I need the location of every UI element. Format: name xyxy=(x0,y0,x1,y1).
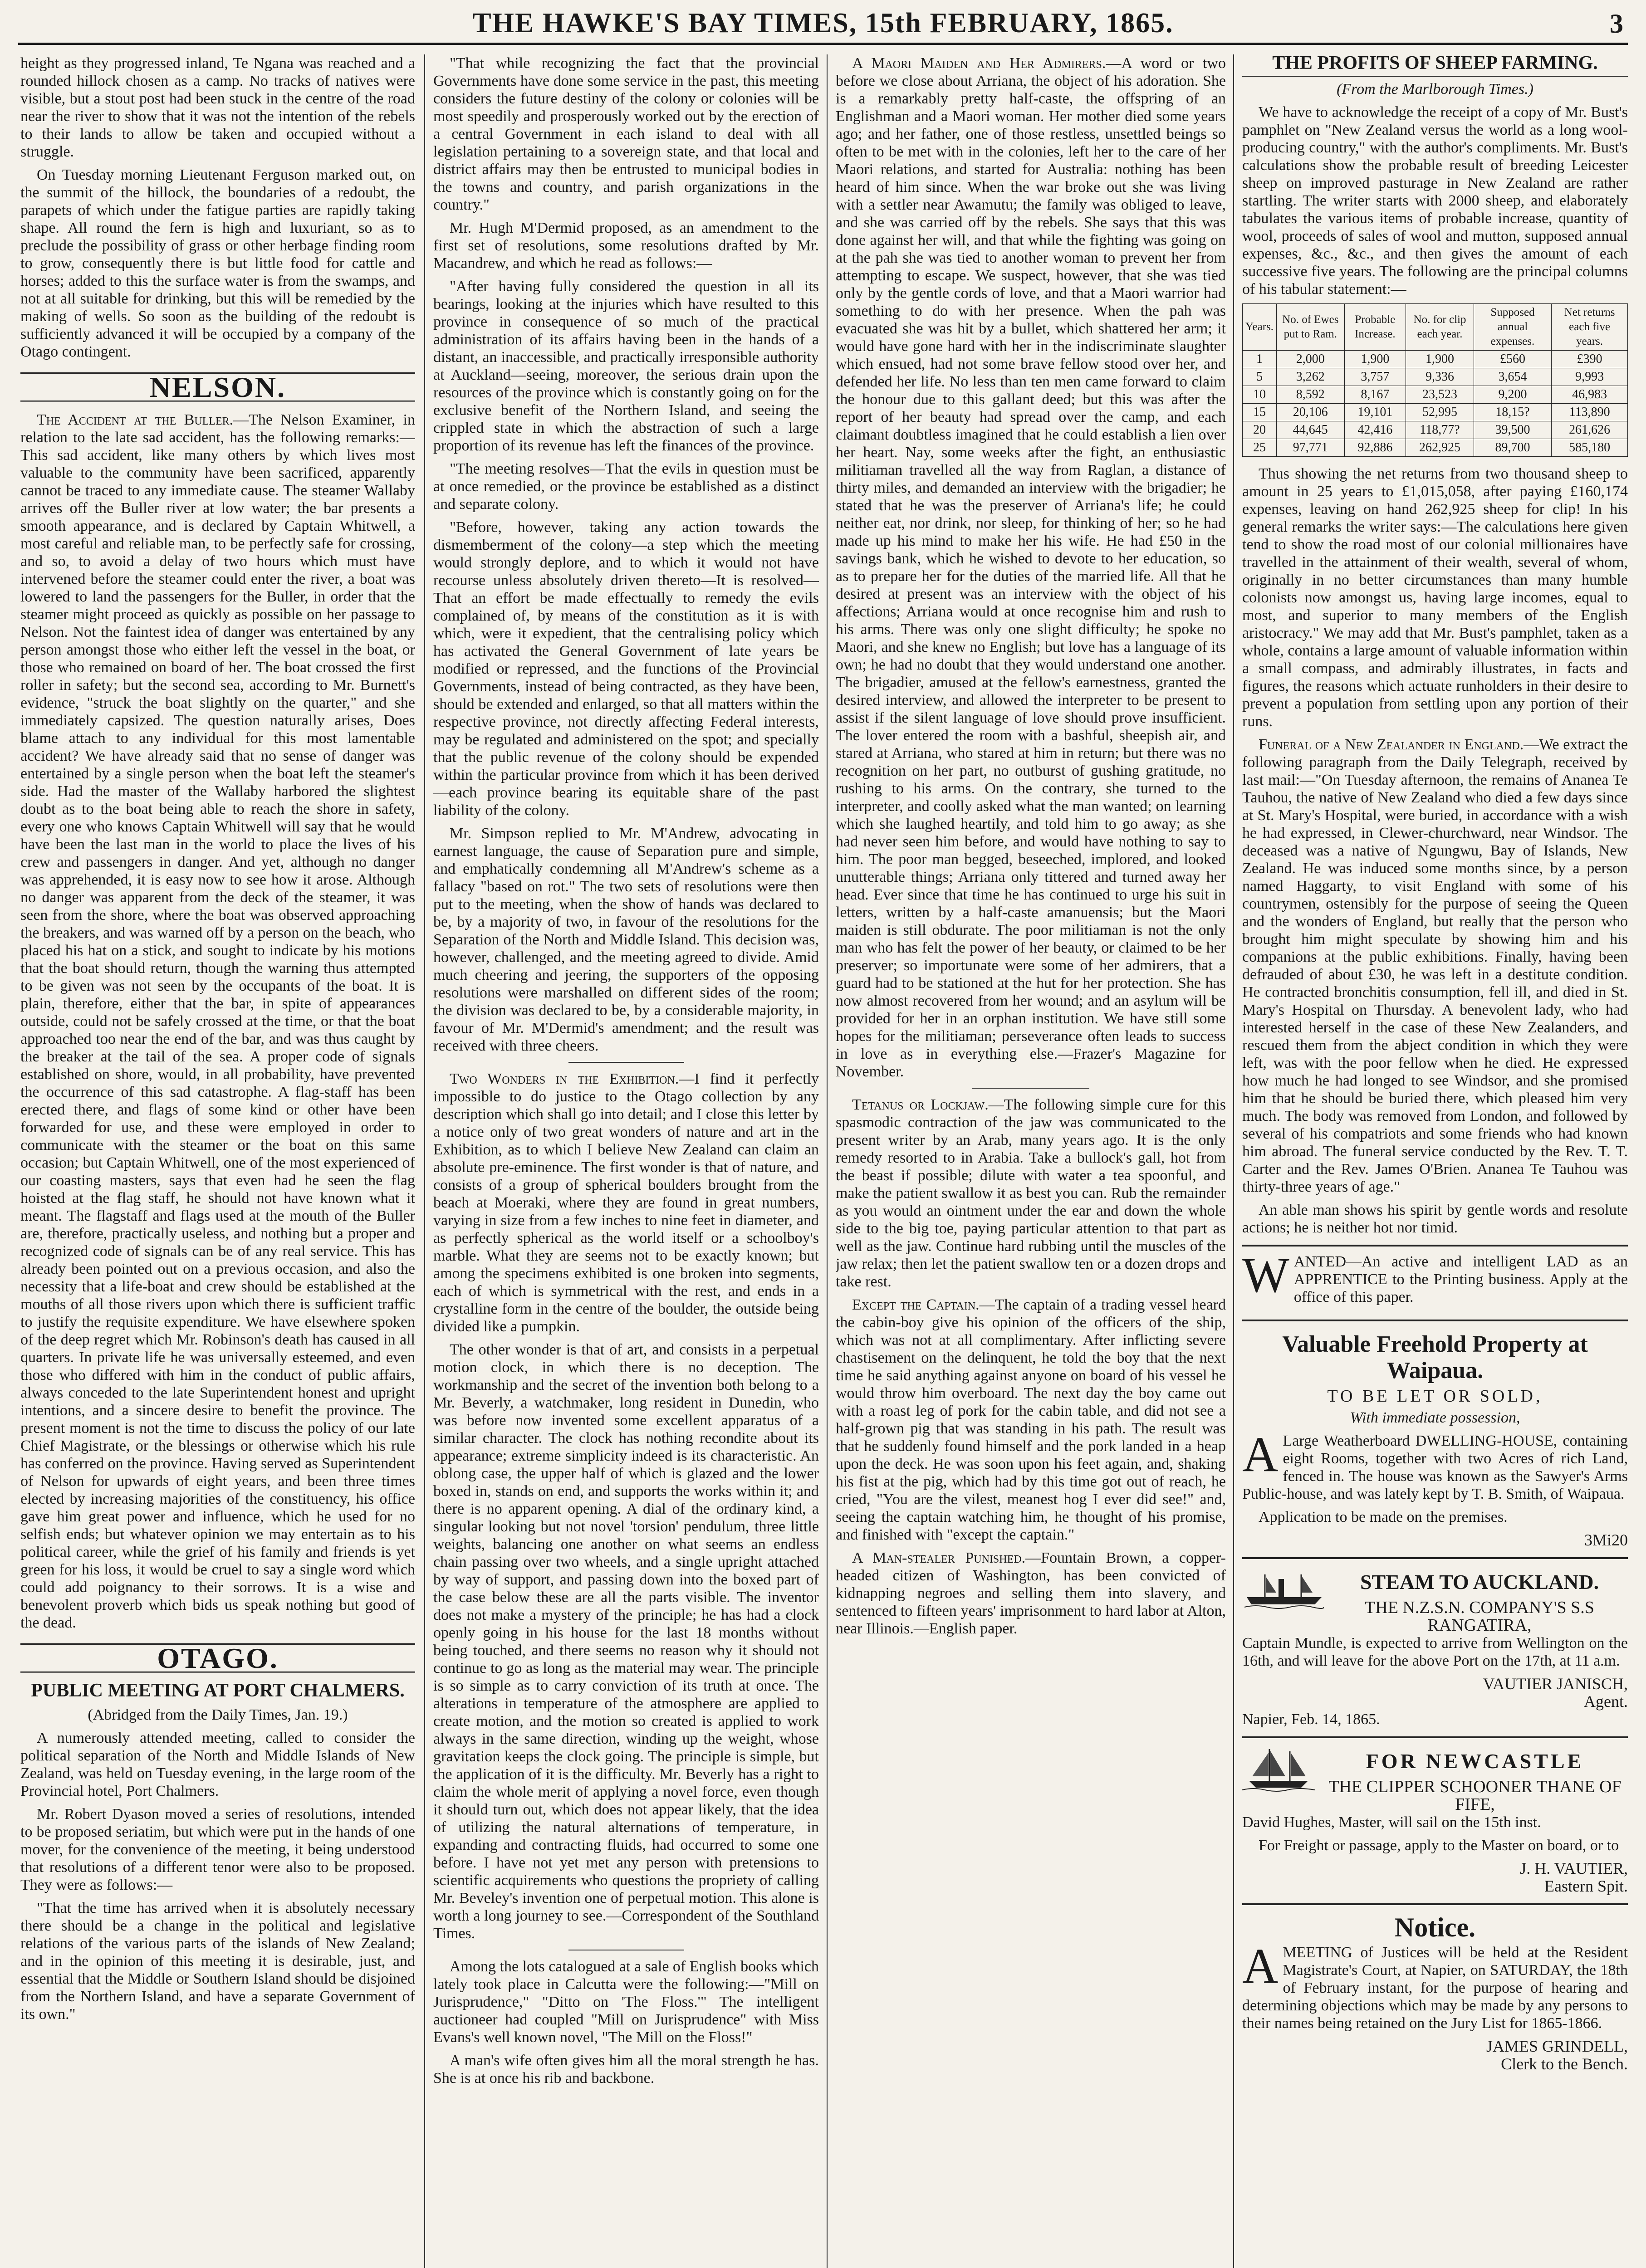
article-title: A Man-stealer Punished.— xyxy=(852,1549,1041,1566)
article-paragraph: Mr. Simpson replied to Mr. M'Andrew, advocating in earnest language, the cause of Separation pure and simple, and emphatically condemning all M'Andrew's scheme as a fallacy "based on rot." The two sets of resolutions were then put to the meeting, when the show of hands was declared to be, by a majority of two, in favour of the resolutions for the Separation of the North and Middle Island. This decision was, however, challenged, and the meeting agreed to divide. Amid much cheering and jeering, the supporters of the opposing resolutions were marshalled on different sides of the room; the division was declared to be, by a considerable majority, in favour of Mr. M'Dermid's amendment; and the result was received with three cheers. xyxy=(433,825,819,1054)
table-cell: 585,180 xyxy=(1552,439,1628,457)
advert-agent-role: Agent. xyxy=(1584,1692,1628,1711)
article-source: (Abridged from the Daily Times, Jan. 19.) xyxy=(88,1706,348,1723)
advert-date: Napier, Feb. 14, 1865. xyxy=(1242,1711,1380,1728)
article-paragraph: "After having fully considered the question in all its bearings, looking at the injuries which have resulted to this province in consequence of so much of the practical administration of its affairs having been in the hands of a distant, an inaccessible, and practically irresponsible authority at Auckland—seeing, moreover, the serious drain upon the resources of the province which is constantly going on for the exclusive benefit of the Northern Island, and seeing the crippled state in which the abstraction of such a large proportion of its revenue has left the finances of the province. xyxy=(433,278,819,454)
advert-notice xyxy=(1242,1903,1628,2073)
table-cell: 19,101 xyxy=(1344,404,1406,421)
sheep-returns-table xyxy=(1242,303,1628,457)
table-cell: 8,592 xyxy=(1277,386,1344,404)
table-cell: 5 xyxy=(1243,368,1277,386)
column-rule xyxy=(1233,54,1234,2268)
table-cell: 118,77? xyxy=(1406,421,1474,439)
advert-steam xyxy=(1242,1557,1628,1728)
article-paragraph: Thus showing the net returns from two thousand sheep to amount in 25 years to £1,015,058, after paying £160,174 expenses, leaving on hand 262,925 sheep for clip! In his general remarks the writer says:—The calculations here given tend to show the road most of our colonial millionaires have travelled in the attainment of their wealth, several of whom, originally in no better circumstances than many humble colonists now amongst us, having large incomes, equal to most, and superior to many members of the English aristocracy." We may add that Mr. Bust's pamphlet, taken as a whole, contains a large amount of valuable information within a small compass, and admirably illustrates, in facts and figures, the reasons which actuate runholders in their desire to prevent a population from settling upon any portion of their runs. xyxy=(1242,465,1628,730)
table-cell: 18,15? xyxy=(1474,404,1551,421)
table-cell: 42,416 xyxy=(1344,421,1406,439)
table-row xyxy=(1243,386,1628,404)
advert-agent: J. H. VAUTIER, xyxy=(1520,1859,1628,1877)
advert-property xyxy=(1242,1320,1628,1549)
table-cell: 52,995 xyxy=(1406,404,1474,421)
table-cell: 261,626 xyxy=(1552,421,1628,439)
article-paragraph: height as they progressed inland, Te Ngana was reached and a rounded hillock chosen as a camp. No tracks of natives were visible, but a stout post had been stuck in the centre of the road near the river to show that it was not the intention of the rebels to their lands to allow be taken and occupied without a struggle. xyxy=(20,55,415,160)
advert-code: 3Mi20 xyxy=(1584,1531,1628,1549)
article-paragraph: A word or two before we close about Arriana, the object of his adoration. She is a remarkably pretty half-caste, the offspring of an Englishman and a Maori woman. Her mother died some years ago; and her father, one of those restless, unsettled beings so often to be met with in the colonies, left her to the care of her Maori relations, and started for Australia: nothing has been heard of him since. When the war broke out she was living with a settler near Awamutu; the family was obliged to leave, and she was carried off by the rebels. She says that this was done against her will, and that while the fighting was going on at the pah she was tied to another woman to prevent her from attempting to escape. We suspect, however, that she was tied only by the gentle cords of love, and that a Maori warrior had something to do with her presence. When the pah was evacuated she was hit by a bullet, which shattered her arm; it would have gone hard with her in the indiscriminate slaughter which ensued, had not some brave fellow stood over her, and defended her life. No less than ten men came forward to claim the honour due to this gallant deed; but this was after the report of her beauty had spread over the camp, and each claimant doubtless imagined that he could establish a lien over her heart. Nay, some weeks after the fight, an enthusiastic militiaman travelled all the way from Raglan, a distance of thirty miles, and demanded an interview with the brigadier; he stated that he was the preserver of Arriana's life; he could neither eat, nor drink, nor sleep, for thinking of her; so he had made up his mind to make her his wife. He had £50 in the savings bank, which he wished to devote to her education, so as to prepare her for the duties of the married life. All that he desired at present was an interview with the object of his affections; Arriana would at once recognise him and rush to his arms. There was only one slight difficulty; he spoke no Maori, and she knew no English; but love has a language of its own; he had no doubt that they would understand one another. The brigadier, amused at the fellow's earnestness, granted the desired interview, and allowed the interpreter to be present to assist if the silent language of love should prove insufficient. The lover entered the room with a bashful, sheepish air, and stared at Arriana, who stared at him in return; but there was no recognition on her part, no outburst of gushing gratitude, no rushing to his arms. On the contrary, she turned to the interpreter, and coolly asked what the man wanted; on learning which she laughed heartily, and told him to go away; as she had never seen him before, and would have nothing to say to him. The poor man begged, beseeched, implored, and looked unutterable things; Arriana only tittered and turned away her head. Ever since that time he has continued to urge his suit in letters, written by a half-caste amanuensis; but the Maori maiden is still obdurate. The poor militiaman is not the only man who has felt the power of her beauty, or claimed to be her preserver; so importunate were some of her admirers, that a guard had to be stationed at the hut for her protection. She has now almost recovered from her wound; and an asylum will be provided for her in an orphan institution. We have still some hopes for the militiaman; perseverance often leads to success in love as in everything else.—Frazer's Magazine for November. xyxy=(836,55,1226,1080)
notice-title: Notice. xyxy=(1394,1912,1476,1942)
article-paragraph: —We extract the following paragraph from the Daily Telegraph, received by last mail:—"On Tuesday afternoon, the remains of Ananea Te Tauhou, the native of New Zealand who died a few days since at St. Mary's Hospital, were buried, in accordance with a wish he had expressed, in Clewer-churchward, near Windsor. The deceased was a native of Ngungwu, Bay of Islands, New Zealand. He was induced some months since, by a person named Haggarty, to visit England with some of his countrymen, ostensibly for the purpose of seeing the Queen and the wonders of England, but really that the person who brought him might speculate by showing him and his companions at the public exhibitions. Finally, having been defrauded of about £30, he was left in a destitute condition. He contracted bronchitis consumption, fell ill, and died in St. Mary's Hospital on Thursday. A benevolent lady, who had interested herself in the case of these New Zealanders, and rescued them from the abject condition in which they were left, was with the poor fellow when he died. He expressed how much he had longed to see Windsor, and she promised him that he should be buried there, which pleased him very much. The body was removed from London, and followed by several of his compatriots and some friends who had known him abroad. The funeral service conducted by the Rev. T. T. Carter and the Rev. James O'Brien. Ananea Te Tauhou was thirty-three years of age." xyxy=(1242,736,1628,1195)
article-heading: PUBLIC MEETING AT PORT CHALMERS. xyxy=(31,1680,405,1701)
dropcap: A xyxy=(1242,1427,1279,1482)
column-rule xyxy=(827,54,828,2268)
table-cell: 2,000 xyxy=(1277,351,1344,368)
table-cell: 9,336 xyxy=(1406,368,1474,386)
table-cell: 39,500 xyxy=(1474,421,1551,439)
table-cell: 97,771 xyxy=(1277,439,1344,457)
table-cell: £390 xyxy=(1552,351,1628,368)
article-paragraph: The captain of a trading vessel heard the cabin-boy give his opinion of the officers of the ship, which was not at all complimentary. After inflicting severe chastisement on the delinquent, he told the boy that the next time he said anything against anyone on board of his vessel he would throw him overboard. The next day the boy came out with a roast leg of pork for the cabin table, and did not see a half-grown pig that was standing in his path. The result was that he suddenly found himself and the pork landed in a heap upon the deck. He was soon upon his feet again, and, shaking his fist at the pig, which had by this time got out of reach, he cried, "You are the vilest, meanest hog I ever did see!" and, seeing the captain watching him, he thought of his promise, and finished with "except the captain." xyxy=(836,1296,1226,1543)
article-paragraph: "That the time has arrived when it is absolutely necessary there should be a change in the political and legislative relations of the various parts of the islands of New Zealand; and in the opinion of this meeting it is desirable, just, and essential that the Middle or Southern Island should be disjoined from the Northern Island, and have a separate Government of its own." xyxy=(20,1900,415,2023)
table-header-cell: Probable Increase. xyxy=(1344,304,1406,351)
steamship-icon xyxy=(1242,1565,1324,1619)
article-paragraph: An able man shows his spirit by gentle words and resolute actions; he is neither hot nor timid. xyxy=(1242,1202,1628,1236)
table-row xyxy=(1243,368,1628,386)
article-paragraph: A numerously attended meeting, called to consider the political separation of the North and Middle Islands of New Zealand, was held on Tuesday evening, in the large room of the Provincial hotel, Port Chalmers. xyxy=(20,1730,415,1799)
advert-text: ANTED—An active and intelligent LAD as an APPRENTICE to the Printing business. Apply at the office of this paper. xyxy=(1293,1253,1628,1305)
advert-title: Valuable Freehold Property at Waipaua. xyxy=(1282,1331,1588,1383)
advert-text: Application to be made on the premises. xyxy=(1259,1509,1508,1525)
advert-text: MEETING of Justices will be held at the Resident Magistrate's Court, at Napier, on SATURDAY, the 18th of February instant, for the purpose of hearing and determining objections which may be made by any persons to their names being retained on the Jury List for 1865-1866. xyxy=(1242,1944,1628,2032)
table-body xyxy=(1243,351,1628,457)
article-paragraph: We have to acknowledge the receipt of a copy of Mr. Bust's pamphlet on "New Zealand versus the world as a long wool-producing country," with the author's compliments. Mr. Bust's calculations show the probable result of breeding Leicester sheep on improved pasturage in New Zealand are rather startling. The writer starts with 2000 sheep, and elaborately tabulates the various items of probable increase, quantity of wool, proceeds of sales of wool and mutton, supposed annual expenses, &c., &c., and then gives the amount of each successive five years. The following are the principal columns of his tabular statement:— xyxy=(1242,104,1628,298)
dropcap: A xyxy=(1242,1938,1279,1994)
table-cell: 25 xyxy=(1243,439,1277,457)
table-cell: 262,925 xyxy=(1406,439,1474,457)
masthead xyxy=(18,5,1628,45)
advert-subtitle: THE CLIPPER SCHOONER THANE OF FIFE, xyxy=(1328,1777,1622,1814)
article-title: The Accident at the Buller.— xyxy=(37,411,249,428)
article-paragraph: The following simple cure for this spasmodic contraction of the jaw was communicated to the present writer by an Arab, many years ago. It is the only remedy resorted to in Arabia. Take a bullock's gall, hot from the beast if possible; dilute with water a tea spoonful, and make the patient swallow it as best you can. Rub the remainder as you would an ointment under the ear and down the whole side to the big toe, paying particular attention to that part as well as the jaw. Continue hard rubbing until the muscles of the jaw relax; then let the patient swallow ten or a dozen drops and take rest. xyxy=(836,1096,1226,1290)
article-paragraph: "Before, however, taking any action towards the dismemberment of the colony—a step which the meeting would strongly deplore, and to which it would not have recourse unless absolutely driven thereto—It is resolved—That an effort be made effectually to remedy the evils complained of, by means of the constitution as it is with which, were it expedient, that the centralising policy which has activated the General Government of late years be modified or repressed, and the functions of the Provincial Governments, instead of being contracted, as they have been, should be extended and enlarged, so that all matters within the respective province, not directly affecting Federal interests, may be regulated and administered on the spot; and specially that the public revenue of the colony should be expended within the particular province from which it has been derived—each province bearing its equitable share of the past liability of the colony. xyxy=(433,519,819,819)
section-heading-otago: OTAGO. xyxy=(20,1643,415,1673)
table-row xyxy=(1243,351,1628,368)
advert-title: FOR NEWCASTLE xyxy=(1366,1750,1584,1773)
article-paragraph: On Tuesday morning Lieutenant Ferguson marked out, on the summit of the hillock, the boundaries of a redoubt, the parapets of which under the fatigue parties are rapidly taking shape. All round the fern is high and luxuriant, so as to preclude the possibility of grass or other herbage finding room to grow, consequently there is but little food for cattle and horses; added to this the surface water is from the swamps, and not at all suitable for drinking, but this will be remedied by the making of wells. So soon as the building of the redoubt is sufficiently advanced it will be occupied by a company of the Otago contingent. xyxy=(20,166,415,360)
table-row xyxy=(1243,404,1628,421)
table-cell: 1 xyxy=(1243,351,1277,368)
article-paragraph: The Nelson Examiner, in relation to the late sad accident, has the following remarks:—This sad accident, like many others by which lives most valuable to the community have been sacrificed, apparently cannot be traced to any immediate cause. The steamer Wallaby arrives off the Buller river at low water; the bar presents a smooth appearance, and is declared by Captain Whitwell, a most careful and reliable man, to be perfectly safe for crossing, and so, to avoid a delay of two hours which must have intervened before the steamer could enter the river, a boat was lowered to land the passengers for the Buller, in order that the steamer might proceed as quickly as possible on her passage to Nelson. Not the faintest idea of danger was entertained by any person amongst those who either left the vessel in the boat, or those who remained on board of her. The boat crossed the first roller in safety; but the second sea, according to Mr. Burnett's evidence, "struck the boat slightly on the quarter," and she immediately capsized. The question naturally arises, Does blame attach to any individual for this most lamentable accident? We have already said that no sense of danger was entertained by a single person when the boat left the steamer's side. Had the master of the Wallaby harbored the slightest doubt as to the boat being able to reach the shore in safety, every one who knows Captain Whitwell will say that he would have been the last man in the world to place the lives of his crew and passengers in danger. And yet, although no danger was apprehended, it is easy now to see how it arose. Although no danger was apparent from the deck of the steamer, it was seen from the shore, where the boat was observed approaching the breakers, and was warned off by a person on the beach, who placed his hat on a stick, and sought to indicate by his motions that the boat should return, though the warning thus attempted to be given was not seen by the occupants of the boat. It is plain, therefore, either that the bar, in spite of appearances outside, could not be safely crossed at the time, or that the boat approached too near the end of the bar, and was thus caught by the breaker at the tail of the sea. A proper code of signals established on shore, would, in all probability, have prevented the occurrence of this sad catastrophe. A flag-staff has been erected there, and flags of some kind or other have been forwarded for use, and these were employed in order to communicate with the steamer or the boat on this same occasion; but Captain Whitwell, one of the most experienced of our coasting masters, says that even had he seen the flag hoisted at the flag staff, he should not have known what it meant. The flagstaff and flags used at the mouth of the Buller are, therefore, practically useless, and nothing but a proper and recognized code of signals can be of any real service. This has already been pointed out on a previous occasion, and also the necessity that a life-boat and crew should be established at the mouths of all those rivers upon which there is sufficient traffic to justify the requisite expenditure. We have elsewhere spoken of the deep regret which Mr. Robinson's death has caused in all quarters. In private life he was universally esteemed, and even those who differed with him in the conduct of public affairs, always conceded to the late Superintendent honest and upright intentions, and a sincere desire to benefit the province. The present moment is not the time to discuss the policy of our late Chief Magistrate, or the blessings or otherwise which his rule has conferred on the province. Having served as Superintendent of Nelson for upwards of eight years, and been three times elected by increasing majorities of the constituency, his office gave him great power and influence, which he used for no selfish ends; but whatever opinion we may entertain as to his political career, while the grief of his family and friends is yet green for his loss, it would be cruel to say a single word which could add poignancy to their sorrows. It is a wise and benevolent proverb which bids us speak nothing but good of the dead. xyxy=(20,411,415,1631)
advert-agent-place: Eastern Spit. xyxy=(1544,1877,1628,1895)
column-rule xyxy=(424,54,425,2268)
schooner-icon xyxy=(1242,1745,1315,1799)
article-paragraph: Mr. Hugh M'Dermid proposed, as an amendment to the first set of resolutions, some resolutions drafted by Mr. Macandrew, and which he read as follows:— xyxy=(433,220,819,272)
newspaper-title: THE HAWKE'S BAY TIMES, 15th FEBRUARY, 1865. xyxy=(472,8,1174,39)
column-4 xyxy=(1242,54,1628,2268)
table-cell: 20 xyxy=(1243,421,1277,439)
table-cell: 46,983 xyxy=(1552,386,1628,404)
advert-text: For Freight or passage, apply to the Master on board, or to xyxy=(1259,1837,1619,1854)
table-cell: 23,523 xyxy=(1406,386,1474,404)
table-cell: 3,262 xyxy=(1277,368,1344,386)
article-paragraph: Among the lots catalogued at a sale of English books which lately took place in Calcutta were the following:—"Mill on Jurisprudence," "Ditto on 'The Floss.'" The intelligent auctioneer had coupled "Mill on Jurisprudence" with Miss Evans's well known novel, "The Mill on the Floss!" xyxy=(433,1958,819,2046)
table-header-cell: Supposed annual expenses. xyxy=(1474,304,1551,351)
table-header-row xyxy=(1243,304,1628,351)
divider xyxy=(568,1062,684,1063)
advert-text: Large Weatherboard DWELLING-HOUSE, containing eight Rooms, together with two Acres of rich Land, fenced in. The house was known as the Sawyer's Arms Public-house, and was lately kept by T. B. Smith, of Waipaua. xyxy=(1242,1432,1628,1502)
advert-text: David Hughes, Master, will sail on the 15th inst. xyxy=(1242,1814,1541,1831)
divider xyxy=(972,1088,1089,1089)
table-cell: 1,900 xyxy=(1406,351,1474,368)
article-paragraph: I find it perfectly impossible to do justice to the Otago collection by any description which shall go into detail; and I close this letter by a notice only of two great wonders of nature and art in the Exhibition, as to which I believe New Zealand can claim an absolute pre-eminence. The first wonder is that of nature, and consists of a group of spherical boulders brought from the beach at Moeraki, where they are found in great numbers, varying in size from a few inches to nine feet in diameter, and as perfectly spherical as the world itself or a schoolboy's marble. What they are seems not to be exactly known; but among the specimens exhibited is one broken into segments, each of which is symmetrical with the rest, and ends in a crystalline form in the centre of the boulder, the outside being divided like a pumpkin. xyxy=(433,1070,819,1335)
table-header-cell: No. of Ewes put to Ram. xyxy=(1277,304,1344,351)
article-paragraph: A man's wife often gives him all the moral strength he has. She is at once his rib and backbone. xyxy=(433,2052,819,2087)
advert-text: Captain Mundle, is expected to arrive from Wellington on the 16th, and will leave for the above Port on the 17th, at 11 a.m. xyxy=(1242,1635,1628,1669)
section-heading-nelson: NELSON. xyxy=(20,372,415,402)
table-header-cell: No. for clip each year. xyxy=(1406,304,1474,351)
article-paragraph: "That while recognizing the fact that the provincial Governments have done some service in the past, this meeting considers the future destiny of the colony or colonies will be most speedily and prosperously worked out by the erection of a central Government in each island to deal with all legislation pertaining to a sovereign state, and that local and district affairs may then be entrusted to municipal bodies in the towns and country, and parish organizations in the country." xyxy=(433,55,819,213)
article-paragraph: Fountain Brown, a copper-headed citizen of Washington, has been convicted of kidnapping negroes and selling them into slavery, and sentenced to fifteen years' imprisonment to hard labor at Alton, near Illinois.—English paper. xyxy=(836,1549,1226,1637)
column-3 xyxy=(836,54,1226,2268)
table-cell: 9,993 xyxy=(1552,368,1628,386)
article-title: Funeral of a New Zealander in England. xyxy=(1259,736,1524,753)
article-title: A Maori Maiden and Her Admirers.— xyxy=(852,55,1122,72)
advert-subtitle: TO BE LET OR SOLD, xyxy=(1327,1387,1543,1406)
advert-subtitle: With immediate possession, xyxy=(1350,1409,1520,1426)
article-title: Except the Captain.— xyxy=(852,1296,995,1313)
article-paragraph: Mr. Robert Dyason moved a series of resolutions, intended to be proposed seriatim, but which were put in the hands of one mover, for the convenience of the meeting, it being understood that resolutions of a different tenor were also to be proposed. They were as follows:— xyxy=(20,1806,415,1893)
notice-role: Clerk to the Bench. xyxy=(1501,2055,1628,2073)
advert-wanted xyxy=(1242,1245,1628,1311)
column-1 xyxy=(20,54,415,2268)
table-cell: 92,886 xyxy=(1344,439,1406,457)
dropcap: W xyxy=(1242,1247,1289,1303)
article-heading: THE PROFITS OF SHEEP FARMING. xyxy=(1242,54,1628,77)
article-title: Two Wonders in the Exhibition.— xyxy=(450,1070,695,1087)
advert-subtitle: THE N.Z.S.N. COMPANY'S S.S RANGATIRA, xyxy=(1365,1598,1594,1635)
table-header-cell: Years. xyxy=(1243,304,1277,351)
article-title: Tetanus or Lockjaw.— xyxy=(852,1096,1004,1113)
advert-title: STEAM TO AUCKLAND. xyxy=(1360,1570,1599,1593)
notice-signature: JAMES GRINDELL, xyxy=(1486,2037,1628,2055)
column-2 xyxy=(433,54,819,2268)
table-cell: 3,654 xyxy=(1474,368,1551,386)
page-number: 3 xyxy=(1610,9,1623,39)
table-cell: £560 xyxy=(1474,351,1551,368)
table-row xyxy=(1243,421,1628,439)
table-cell: 8,167 xyxy=(1344,386,1406,404)
article-paragraph: The other wonder is that of art, and consists in a perpetual motion clock, in which there is no deception. The workmanship and the secret of the invention both belong to a Mr. Beverly, a watchmaker, long resident in Dunedin, who was before now invented some excellent apparatus of a similar character. The clock has nothing recondite about its appearance; extreme simplicity indeed is its characteristic. An oblong case, the upper half of which is glazed and the lower boxed in, stands on end, and supports the works within it; and there is no apparent opening. A dial of the ordinary kind, a singular looking but not novel 'torsion' pendulum, three little weights, balancing one another on what seems an endless chain passing over two wheels, and a single upright attached by way of support, and passing down into the boxed part of the case below these are all the parts visible. The inventor does not make a mystery of the principle; he has had a clock openly going in his house for the last 18 months without being touched, and there seems no reason why it should not continue to go as long as the material may wear. The principle is so simple as to carry conviction of its truth at once. The alterations in temperature of the atmosphere are applied to create motion, and the motion so created is applied to work always in the same direction, winding up the weight, whose gravitation keeps the clock going. The principle is simple, but the application of it is the difficulty. Mr. Beverly has a right to claim the whole merit of applying a novel force, even though it should turn out, which does not appear likely, that the idea of utilizing the natural alternations of temperature, in expanding and contracting fluids, had occurred to some one before. I have not yet met any person with pretensions to scientific acquirements who questions the propriety of calling Mr. Beveley's invention one of perpetual motion. This alone is worth a long journey to see.—Correspondent of the Southland Times. xyxy=(433,1341,819,1942)
advert-newcastle xyxy=(1242,1736,1628,1895)
table-cell: 113,890 xyxy=(1552,404,1628,421)
table-cell: 1,900 xyxy=(1344,351,1406,368)
table-cell: 15 xyxy=(1243,404,1277,421)
table-header-cell: Net returns each five years. xyxy=(1552,304,1628,351)
table-cell: 89,700 xyxy=(1474,439,1551,457)
article-source: (From the Marlborough Times.) xyxy=(1337,81,1533,98)
advert-agent: VAUTIER JANISCH, xyxy=(1483,1675,1628,1693)
article-paragraph: "The meeting resolves—That the evils in question must be at once remedied, or the province be established as a distinct and separate colony. xyxy=(433,460,819,513)
table-cell: 10 xyxy=(1243,386,1277,404)
table-cell: 44,645 xyxy=(1277,421,1344,439)
table-row xyxy=(1243,439,1628,457)
table-cell: 20,106 xyxy=(1277,404,1344,421)
table-cell: 3,757 xyxy=(1344,368,1406,386)
table-cell: 9,200 xyxy=(1474,386,1551,404)
